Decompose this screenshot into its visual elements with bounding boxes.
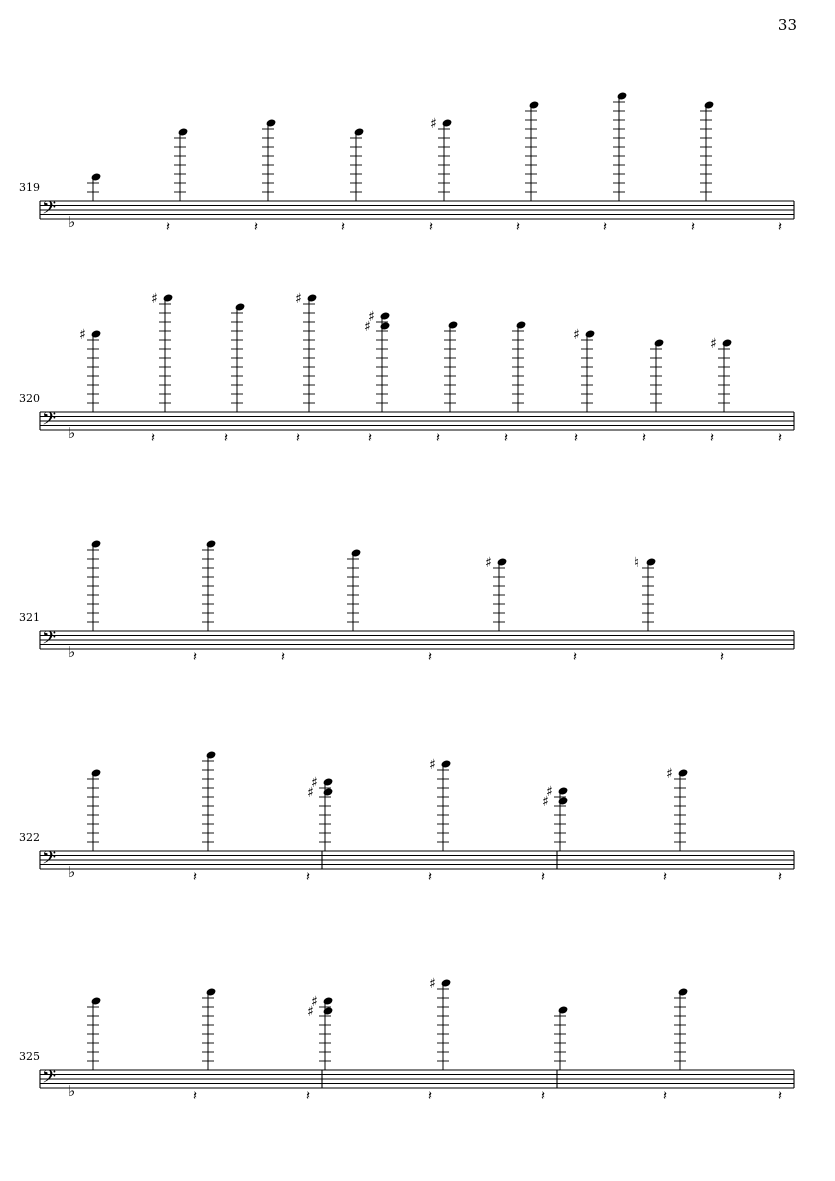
- accidental-sharp: ♯: [151, 291, 158, 307]
- measure-number: 320: [19, 392, 40, 405]
- rest: 𝄽: [368, 431, 372, 446]
- note: [350, 127, 364, 201]
- system-325: [40, 976, 794, 1104]
- rest: 𝄽: [541, 870, 545, 885]
- rest: 𝄽: [224, 431, 228, 446]
- note-head: [206, 539, 217, 548]
- rest: 𝄽: [151, 431, 155, 446]
- note: [307, 994, 333, 1070]
- accidental-sharp: ♯: [710, 336, 717, 352]
- measure-number: 321: [19, 611, 40, 624]
- rest: 𝄽: [306, 870, 310, 885]
- accidental-sharp: ♯: [546, 784, 553, 800]
- note-head: [442, 118, 453, 127]
- note-head: [617, 91, 628, 100]
- note: [674, 987, 688, 1070]
- key-signature-flat: ♭: [68, 1082, 76, 1100]
- note-head: [678, 987, 689, 996]
- note: [87, 768, 101, 851]
- bass-clef: 𝄢: [42, 628, 57, 653]
- system-321: [40, 539, 794, 665]
- note: [634, 555, 656, 631]
- note: [364, 309, 390, 412]
- note-head: [516, 320, 527, 329]
- note: [444, 320, 458, 412]
- note: [429, 976, 451, 1070]
- note: [174, 127, 188, 201]
- note-head: [266, 118, 277, 127]
- rest: 𝄽: [663, 870, 667, 885]
- note: [202, 987, 216, 1070]
- rest: 𝄽: [663, 1089, 667, 1104]
- note-head: [380, 311, 391, 320]
- accidental-sharp: ♯: [311, 775, 318, 791]
- measure-number: 322: [19, 831, 40, 844]
- system-322: [40, 750, 794, 885]
- rest: 𝄽: [778, 1089, 782, 1104]
- note-head: [323, 777, 334, 786]
- accidental-sharp: ♯: [485, 555, 492, 571]
- note-head: [441, 978, 452, 987]
- note: [87, 539, 101, 631]
- rest: 𝄽: [436, 431, 440, 446]
- rest: 𝄽: [428, 870, 432, 885]
- accidental-sharp: ♯: [311, 994, 318, 1010]
- note: [202, 750, 216, 851]
- note-head: [351, 548, 362, 557]
- note-head: [654, 338, 665, 347]
- note: [87, 996, 101, 1070]
- note: [485, 555, 507, 631]
- accidental-natural: ♮: [634, 555, 640, 571]
- note-head: [354, 127, 365, 136]
- measure-number: 319: [19, 181, 40, 194]
- rest: 𝄽: [296, 431, 300, 446]
- accidental-sharp: ♯: [364, 319, 371, 335]
- note-head: [448, 320, 459, 329]
- note-head: [206, 987, 217, 996]
- note: [666, 766, 688, 851]
- rest: 𝄽: [193, 650, 197, 665]
- note-head: [441, 759, 452, 768]
- note-head: [558, 1005, 569, 1014]
- rest: 𝄽: [428, 650, 432, 665]
- rest: 𝄽: [193, 870, 197, 885]
- accidental-sharp: ♯: [429, 757, 436, 773]
- accidental-sharp: ♯: [79, 327, 86, 343]
- note: [542, 784, 568, 851]
- rest: 𝄽: [281, 650, 285, 665]
- note-head: [722, 338, 733, 347]
- bass-clef: 𝄢: [42, 848, 57, 873]
- accidental-sharp: ♯: [430, 116, 437, 132]
- note-head: [91, 996, 102, 1005]
- rest: 𝄽: [429, 220, 433, 235]
- note-head: [323, 787, 334, 796]
- note: [554, 1005, 568, 1070]
- note: [202, 539, 216, 631]
- key-signature-flat: ♭: [68, 213, 76, 231]
- rest: 𝄽: [193, 1089, 197, 1104]
- note-head: [235, 302, 246, 311]
- accidental-sharp: ♯: [368, 309, 375, 325]
- note-head: [678, 768, 689, 777]
- note-head: [91, 539, 102, 548]
- rest: 𝄽: [504, 431, 508, 446]
- accidental-sharp: ♯: [307, 1004, 314, 1020]
- rest: 𝄽: [720, 650, 724, 665]
- rest: 𝄽: [573, 650, 577, 665]
- note: [650, 338, 664, 412]
- note: [231, 302, 245, 412]
- note-head: [206, 750, 217, 759]
- note-head: [91, 172, 102, 181]
- rest: 𝄽: [691, 220, 695, 235]
- bass-clef: 𝄢: [42, 409, 57, 434]
- note: [512, 320, 526, 412]
- note: [429, 757, 451, 851]
- rest: 𝄽: [428, 1089, 432, 1104]
- note-head: [323, 1006, 334, 1015]
- accidental-sharp: ♯: [307, 785, 314, 801]
- note-head: [558, 796, 569, 805]
- accidental-sharp: ♯: [542, 794, 549, 810]
- note: [151, 291, 173, 412]
- note: [79, 327, 101, 412]
- note-head: [307, 293, 318, 302]
- accidental-sharp: ♯: [666, 766, 673, 782]
- accidental-sharp: ♯: [295, 291, 302, 307]
- note: [87, 172, 101, 201]
- rest: 𝄽: [254, 220, 258, 235]
- key-signature-flat: ♭: [68, 424, 76, 442]
- rest: 𝄽: [603, 220, 607, 235]
- note-head: [380, 321, 391, 330]
- note-head: [558, 786, 569, 795]
- system-320: [40, 291, 794, 446]
- rest: 𝄽: [306, 1089, 310, 1104]
- note-head: [704, 100, 715, 109]
- rest: 𝄽: [710, 431, 714, 446]
- page-number: 33: [777, 16, 797, 34]
- rest: 𝄽: [778, 870, 782, 885]
- measure-number: 325: [19, 1050, 40, 1063]
- note: [347, 548, 361, 631]
- bass-clef: 𝄢: [42, 198, 57, 223]
- note-head: [91, 768, 102, 777]
- rest: 𝄽: [541, 1089, 545, 1104]
- accidental-sharp: ♯: [573, 327, 580, 343]
- note: [262, 118, 276, 201]
- note-head: [646, 557, 657, 566]
- note-head: [323, 996, 334, 1005]
- rest: 𝄽: [516, 220, 520, 235]
- note: [295, 291, 317, 412]
- key-signature-flat: ♭: [68, 643, 76, 661]
- note: [710, 336, 732, 412]
- rest: 𝄽: [166, 220, 170, 235]
- note: [430, 116, 452, 201]
- note-head: [91, 329, 102, 338]
- note-head: [497, 557, 508, 566]
- note: [700, 100, 714, 201]
- rest: 𝄽: [778, 220, 782, 235]
- note: [307, 775, 333, 851]
- rest: 𝄽: [574, 431, 578, 446]
- note-head: [529, 100, 540, 109]
- note-head: [178, 127, 189, 136]
- accidental-sharp: ♯: [429, 976, 436, 992]
- note: [525, 100, 539, 201]
- note-head: [585, 329, 596, 338]
- system-319: [40, 91, 794, 235]
- note-head: [163, 293, 174, 302]
- key-signature-flat: ♭: [68, 863, 76, 881]
- note: [573, 327, 595, 412]
- rest: 𝄽: [341, 220, 345, 235]
- rest: 𝄽: [778, 431, 782, 446]
- rest: 𝄽: [642, 431, 646, 446]
- bass-clef: 𝄢: [42, 1067, 57, 1092]
- note: [613, 91, 627, 201]
